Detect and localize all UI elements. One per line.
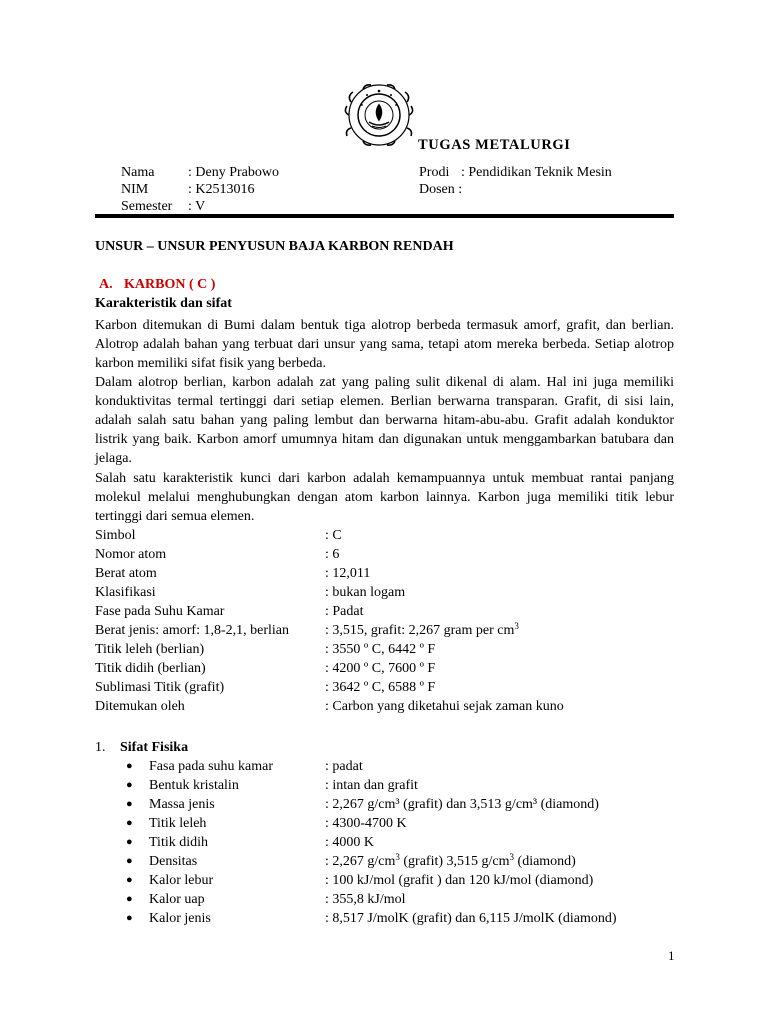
bullet-icon: ● <box>126 855 133 867</box>
bullet-icon: ● <box>126 912 133 924</box>
page-number: 1 <box>668 948 675 963</box>
list-item-key: Massa jenis <box>149 797 215 812</box>
superscript: 3 <box>514 621 519 631</box>
property-value: : Padat <box>325 604 364 619</box>
physical-properties-list <box>95 757 674 928</box>
section-a-heading <box>95 277 215 293</box>
list-item-value: : 4300-4700 K <box>325 816 407 831</box>
bullet-icon: ● <box>126 760 133 772</box>
property-row <box>95 545 674 564</box>
list-item-value: : padat <box>325 759 363 774</box>
property-key: Klasifikasi <box>95 585 156 600</box>
list-item-key: Kalor uap <box>149 892 205 907</box>
list-item-key: Kalor jenis <box>149 911 211 926</box>
property-value: : 4200 º C, 7600 º F <box>325 661 436 676</box>
superscript: 3 <box>509 852 515 862</box>
list-item-value: : 4000 K <box>325 835 374 850</box>
property-value <box>325 621 519 640</box>
property-value: : C <box>325 528 342 543</box>
property-value: : Carbon yang diketahui sejak zaman kuno <box>325 699 564 714</box>
property-row <box>95 640 674 659</box>
property-row <box>95 602 674 621</box>
section-a-number: A. <box>99 277 113 292</box>
list-item <box>95 814 674 833</box>
section-1-heading <box>95 738 188 757</box>
property-key: Simbol <box>95 528 136 543</box>
bullet-icon: ● <box>126 874 133 886</box>
value-part: : 2,267 g/cm <box>325 854 396 869</box>
semester-value: : V <box>188 199 206 214</box>
section-1-title: Sifat Fisika <box>120 740 189 755</box>
list-item-value: : 2,267 g/cm³ (grafit) dan 3,513 g/cm³ (diamond) <box>325 797 599 812</box>
nama-value: : Deny Prabowo <box>188 165 279 180</box>
list-item <box>95 890 674 909</box>
property-row <box>95 659 674 678</box>
list-item-key: Densitas <box>149 854 198 869</box>
university-seal-logo <box>339 82 419 148</box>
bullet-icon: ● <box>126 893 133 905</box>
list-item-key: Kalor lebur <box>149 873 214 888</box>
list-item-value: : 355,8 kJ/mol <box>325 892 406 907</box>
property-row <box>95 697 674 716</box>
document-title: TUGAS METALURGI <box>418 137 571 153</box>
property-key: Berat atom <box>95 566 157 581</box>
list-item-key: Titik leleh <box>149 816 207 831</box>
bullet-icon: ● <box>126 798 133 810</box>
property-key: Fase pada Suhu Kamar <box>95 604 225 619</box>
property-key: Ditemukan oleh <box>95 699 185 714</box>
property-row <box>95 621 674 640</box>
property-key: Titik didih (berlian) <box>95 661 206 676</box>
property-value: : 3642 º C, 6588 º F <box>325 680 436 695</box>
subheading: Karakteristik dan sifat <box>95 296 232 311</box>
value-part: (grafit) 3,515 g/cm <box>399 854 510 869</box>
list-item-key: Bentuk kristalin <box>149 778 239 793</box>
property-value: : 12,011 <box>325 566 371 581</box>
list-item-value: : 100 kJ/mol (grafit ) dan 120 kJ/mol (diamond) <box>325 873 594 888</box>
bullet-icon: ● <box>126 779 133 791</box>
nim-value: : K2513016 <box>188 182 255 197</box>
bullet-icon: ● <box>126 817 133 829</box>
property-key: Titik leleh (berlian) <box>95 642 205 657</box>
superscript: 3 <box>395 852 400 862</box>
nama-label: Nama <box>121 165 155 180</box>
property-key: Berat jenis: amorf: 1,8-2,1, berlian <box>95 623 289 638</box>
value-part: (diamond) <box>514 854 576 869</box>
property-row <box>95 583 674 602</box>
property-key: Sublimasi Titik (grafit) <box>95 680 225 695</box>
list-item-value: : 8,517 J/molK (grafit) dan 6,115 J/molK (diamond) <box>325 911 617 926</box>
list-item <box>95 833 674 852</box>
property-key: Nomor atom <box>95 547 167 562</box>
prodi-value: : Pendidikan Teknik Mesin <box>461 165 612 180</box>
dosen-label: Dosen : <box>419 182 463 197</box>
section-a-title: KARBON ( C ) <box>124 277 216 292</box>
paragraph-2: Dalam alotrop berlian, karbon adalah zat yang paling sulit dikenal di alam. Hal ini juga memiliki konduktivitas termal tertinggi dari setiap elemen. Berlian berwarna transparan. Grafit, di sisi lain, adalah salah satu bahan yang paling lembut dan berwarna hitam-abu-abu. Grafit adalah konduktor listrik yang baik. Karbon amorf umumnya hitam dan digunakan untuk menggambarkan batubara dan jelaga. <box>95 375 674 466</box>
list-item-key: Titik didih <box>149 835 209 850</box>
property-value-text: : 3,515, grafit: 2,267 gram per cm <box>325 623 515 638</box>
list-item-value: : intan dan grafit <box>325 778 418 793</box>
document-heading: UNSUR – UNSUR PENYUSUN BAJA KARBON RENDAH <box>95 239 454 254</box>
list-item <box>95 757 674 776</box>
list-item-value <box>325 852 576 871</box>
paragraph-1: Karbon ditemukan di Bumi dalam bentuk tiga alotrop berbeda termasuk amorf, grafit, dan berlian. Alotrop adalah bahan yang terbuat dari unsur yang sama, tetapi atom mereka berbeda. Setiap alotrop karbon memiliki sifat fisik yang berbeda. <box>95 318 674 371</box>
property-row <box>95 526 674 545</box>
list-item <box>95 852 674 871</box>
property-row <box>95 678 674 697</box>
list-item-key: Fasa pada suhu kamar <box>149 759 274 774</box>
prodi-label: Prodi <box>419 165 450 180</box>
header-divider <box>95 214 674 218</box>
property-row <box>95 564 674 583</box>
list-item <box>95 795 674 814</box>
semester-label: Semester <box>121 199 173 214</box>
paragraph-3: Salah satu karakteristik kunci dari karbon adalah kemampuannya untuk membuat rantai panjang molekul melalui menghubungkan dengan atom karbon lainnya. Karbon juga memiliki titik lebur tertinggi dari semua elemen. <box>95 471 674 524</box>
section-1-number: 1. <box>95 740 106 755</box>
property-list <box>95 526 674 716</box>
property-value: : bukan logam <box>325 585 406 600</box>
nim-label: NIM <box>121 182 149 197</box>
bullet-icon: ● <box>126 836 133 848</box>
list-item <box>95 871 674 890</box>
list-item <box>95 776 674 795</box>
property-value: : 6 <box>325 547 340 562</box>
list-item <box>95 909 674 928</box>
property-value: : 3550 º C, 6442 º F <box>325 642 436 657</box>
